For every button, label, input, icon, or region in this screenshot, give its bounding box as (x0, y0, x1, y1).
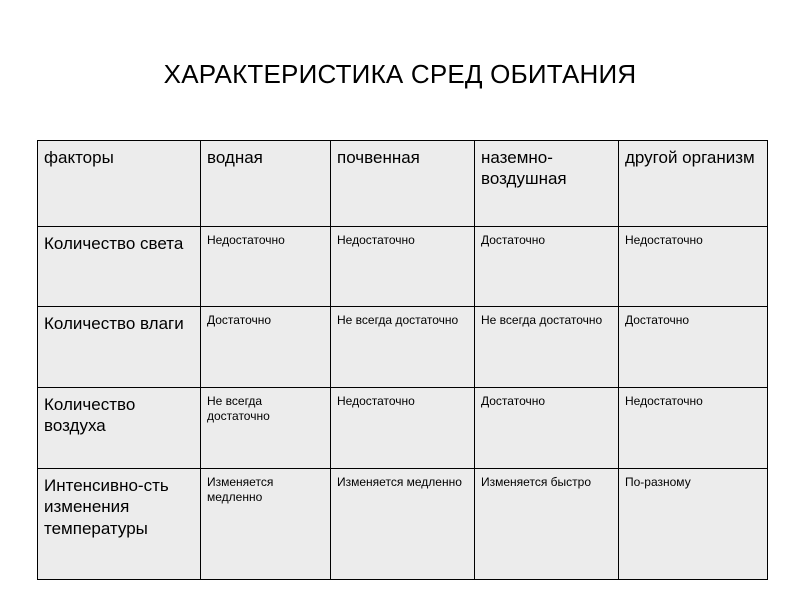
value-cell: Изменяется быстро (475, 469, 619, 580)
header-aquatic: водная (201, 141, 331, 227)
table-row (38, 388, 768, 469)
value-cell: Не всегда достаточно (475, 307, 619, 388)
value-cell: Недостаточно (331, 227, 475, 307)
table-row (38, 227, 768, 307)
factor-cell: Интенсивно-сть изменения температуры (38, 469, 201, 580)
header-other-organism: другой организм (619, 141, 768, 227)
value-cell: Недостаточно (619, 227, 768, 307)
header-soil: почвенная (331, 141, 475, 227)
value-cell: Изменяется медленно (331, 469, 475, 580)
table-row (38, 469, 768, 580)
value-cell: Достаточно (619, 307, 768, 388)
value-cell: По-разному (619, 469, 768, 580)
value-cell: Достаточно (475, 388, 619, 469)
factor-cell: Количество влаги (38, 307, 201, 388)
value-cell: Не всегда достаточно (201, 388, 331, 469)
table-header-row (38, 141, 768, 227)
value-cell: Не всегда достаточно (331, 307, 475, 388)
value-cell: Достаточно (475, 227, 619, 307)
factor-cell: Количество света (38, 227, 201, 307)
value-cell: Достаточно (201, 307, 331, 388)
header-factors: факторы (38, 141, 201, 227)
value-cell: Недостаточно (619, 388, 768, 469)
value-cell: Изменяется медленно (201, 469, 331, 580)
factor-cell: Количество воздуха (38, 388, 201, 469)
header-ground-air: наземно-воздушная (475, 141, 619, 227)
table-row (38, 307, 768, 388)
value-cell: Недостаточно (331, 388, 475, 469)
habitat-characteristics-table (37, 140, 768, 580)
page-title: ХАРАКТЕРИСТИКА СРЕД ОБИТАНИЯ (163, 59, 637, 89)
value-cell: Недостаточно (201, 227, 331, 307)
